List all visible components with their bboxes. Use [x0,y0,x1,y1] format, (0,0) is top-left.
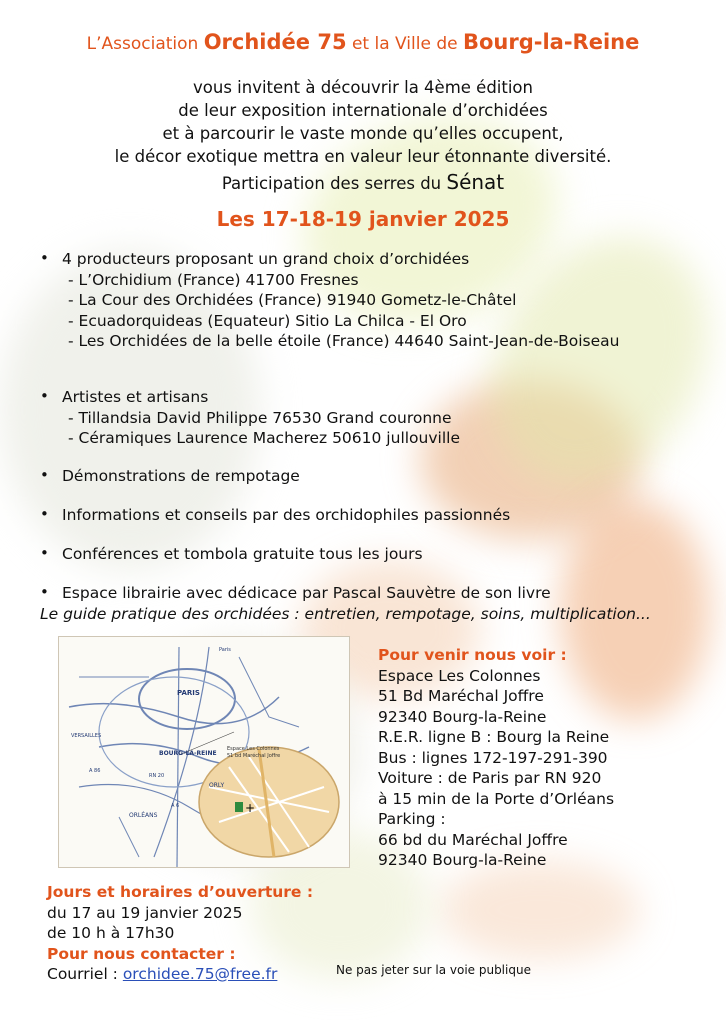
map-label: RN 20 [149,773,165,779]
participation-line [0,171,726,195]
directions-line: Parking : [378,810,446,828]
list-item: Conférences et tombola gratuite tous les jours [62,545,423,563]
list-item: - Tillandsia David Philippe 76530 Grand couronne [68,408,452,427]
list-item: Démonstrations de rempotage [62,467,300,485]
advice-item [40,505,510,526]
artists-list [40,387,460,449]
book-title: Le guide pratique des orchidées : entretien, rempotage, soins, multiplication... [40,604,651,623]
svg-text:51 bd Maréchal Joffre: 51 bd Maréchal Joffre [227,753,281,759]
header-mid: et la Ville de [346,34,463,54]
library-item [40,583,651,624]
hours-title: Jours et horaires d’ouverture : [47,883,314,901]
map-label: ORLÉANS [129,812,158,819]
producers-title: 4 producteurs proposant un grand choix d’orchidées [62,250,470,268]
list-item: - L’Orchidium (France) 41700 Fresnes [68,270,359,289]
map-label: VERSAILLES [71,733,102,739]
library-title: Espace librairie avec dédicace par Pascal Sauvètre de son livre [62,584,551,602]
directions-line: à 15 min de la Porte d’Orléans [378,789,615,808]
participation-text: Participation des serres du [221,174,447,193]
map-label: PARIS [177,689,200,697]
bullet: • [40,505,49,523]
svg-text:+: + [245,801,256,815]
email-link[interactable]: orchidee.75@free.fr [122,965,278,983]
map-label: A 86 [89,768,101,774]
directions-line: Bus : lignes 172-197-291-390 [378,748,608,767]
intro-line: et à parcourir le vaste monde qu’elles occupent, [162,124,564,143]
hours-block [47,882,313,985]
conferences-item [40,544,423,565]
intro-line: le décor exotique mettra en valeur leur étonnante diversité. [114,147,612,166]
directions-line: R.E.R. ligne B : Bourg la Reine [378,728,610,746]
location-map [58,636,350,868]
city-name: Bourg-la-Reine [462,30,640,54]
directions-line: Espace Les Colonnes [378,666,541,685]
contact-line [47,964,313,985]
header-pre: L’Association [86,34,204,54]
list-item: Informations et conseils par des orchidophiles passionnés [62,506,511,524]
email-label: Courriel : [47,965,123,983]
producers-list [40,249,619,352]
bullet: • [40,544,49,562]
map-label: BOURG-LA-REINE [159,750,217,757]
directions-block [378,645,614,871]
intro-line: de leur exposition internationale d’orchidées [178,101,548,120]
map-label: A 6 [171,803,180,809]
list-item: - Les Orchidées de la belle étoile (France) 44640 Saint-Jean-de-Boiseau [68,332,620,350]
hours-line: de 10 h à 17h30 [47,924,175,942]
disposal-notice: Ne pas jeter sur la voie publique [336,963,531,977]
list-item: - Ecuadorquideas (Equateur) Sitio La Chilca - El Oro [68,311,467,330]
list-item: - La Cour des Orchidées (France) 91940 Gometz-le-Châtel [68,291,517,309]
directions-line: Voiture : de Paris par RN 920 [378,769,602,787]
map-label: ORLY [209,782,225,789]
event-dates: Les 17-18-19 janvier 2025 [216,207,510,231]
svg-text:Espace Les Colonnes: Espace Les Colonnes [227,746,280,752]
hours-line: du 17 au 19 janvier 2025 [47,903,243,922]
contact-title: Pour nous contacter : [47,944,236,963]
directions-line: 51 Bd Maréchal Joffre [378,687,544,705]
directions-line: 92340 Bourg-la-Reine [378,851,547,869]
directions-line: 92340 Bourg-la-Reine [378,707,547,726]
intro-text [0,76,726,195]
artists-title: Artistes et artisans [62,388,209,406]
bullet: • [40,583,49,601]
header-line [0,30,726,54]
intro-line: vous invitent à découvrir la 4ème édition [193,78,533,97]
senat-text: Sénat [446,170,505,194]
directions-line: 66 bd du Maréchal Joffre [378,830,568,849]
directions-title: Pour venir nous voir : [378,646,567,664]
map-label: Paris [219,647,231,653]
list-item: - Céramiques Laurence Macherez 50610 jullouville [68,429,460,447]
demo-item [40,466,300,487]
map-graphic [59,637,349,867]
association-name: Orchidée 75 [203,30,347,54]
bullet: • [40,249,49,267]
bullet: • [40,387,49,405]
bullet: • [40,466,49,484]
